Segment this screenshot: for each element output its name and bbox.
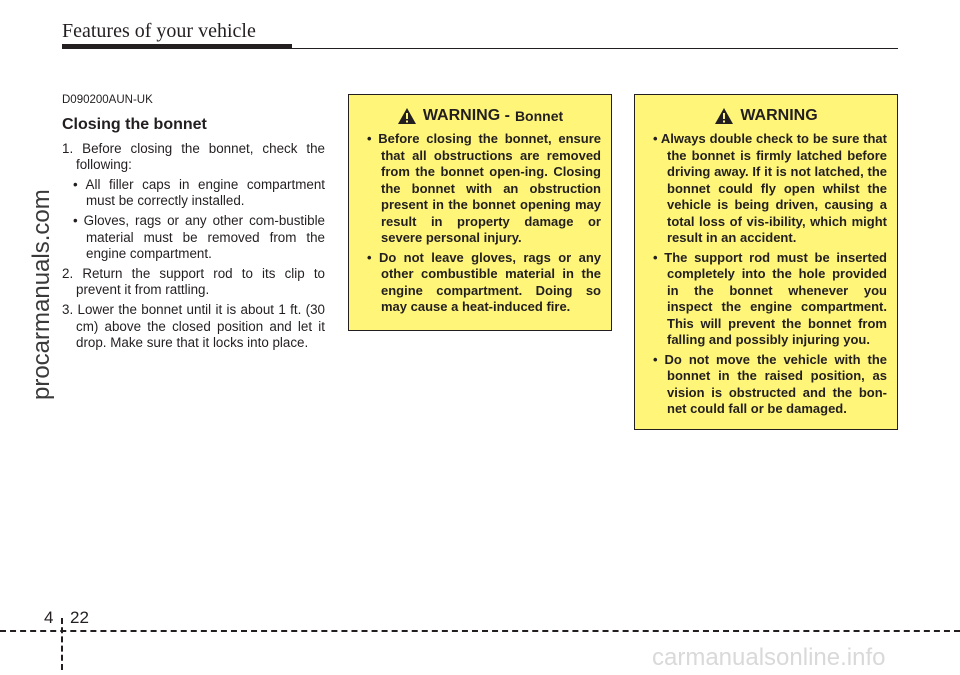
document-code: D090200AUN-UK bbox=[62, 94, 153, 106]
warning-item: • Always double check to be sure that the bonnet is firmly latched before driving away. If it is not latched, the bonnet could fly open whilst the vehicle is being driven, causing a total loss of vis-ibility, which might result in an accident. bbox=[653, 131, 887, 245]
left-column bbox=[62, 92, 325, 355]
sub-bullet-2: • Gloves, rags or any other com-bustible material must be removed from the engine compartment. bbox=[73, 212, 325, 262]
warning-item: • Do not move the vehicle with the bonnet in the raised position, as vision is obstructed and the bon-net could fall or be damaged. bbox=[653, 351, 887, 416]
sub-bullet-1: • All filler caps in engine compartment must be correctly installed. bbox=[73, 176, 325, 209]
warning-item: • Before closing the bonnet, ensure that all obstructions are removed from the bonnet open-ing. Closing the bonnet with an obstruction present in the bonnet opening may result in property damage or severe personal injury. bbox=[367, 131, 601, 245]
warning-triangle-icon bbox=[397, 107, 417, 125]
warning-header bbox=[645, 105, 887, 127]
warning-box-bonnet bbox=[348, 94, 612, 331]
step-2: 2. Return the support rod to its clip to prevent it from rattling. bbox=[62, 265, 325, 298]
warning-item: • The support rod must be inserted completely into the hole provided in the bonnet whenever you inspect the engine compartment. This will prevent the bonnet from falling and possibly injuring you. bbox=[653, 249, 887, 347]
step-3: 3. Lower the bonnet until it is about 1 ft. (30 cm) above the closed position and let it drop. Make sure that it locks into place. bbox=[62, 301, 325, 351]
warning-item: • Do not leave gloves, rags or any other combustible material in the engine compartment. Doing so may cause a heat-induced fire. bbox=[367, 249, 601, 314]
chapter-number: 4 bbox=[44, 608, 54, 627]
warning-label: WARNING bbox=[740, 107, 818, 124]
step-1: 1. Before closing the bonnet, check the following: bbox=[62, 140, 325, 173]
warning-label: WARNING - bbox=[422, 107, 510, 124]
footer-dashed-rule bbox=[0, 630, 960, 632]
section-title: Closing the bonnet bbox=[62, 115, 207, 133]
warning-header bbox=[359, 105, 601, 127]
warning-box-general bbox=[634, 94, 898, 430]
footer-dashed-divider bbox=[61, 618, 63, 670]
header-rule-thick bbox=[62, 44, 292, 49]
side-watermark: procarmanuals.com bbox=[28, 189, 55, 400]
warning-triangle-icon bbox=[714, 107, 734, 125]
footer-watermark: carmanualsonline.info bbox=[652, 644, 886, 671]
header-rule-thin bbox=[292, 48, 898, 49]
page-header-title: Features of your vehicle bbox=[62, 20, 256, 42]
page-number: 22 bbox=[70, 608, 89, 627]
warning-topic: Bonnet bbox=[514, 108, 564, 124]
